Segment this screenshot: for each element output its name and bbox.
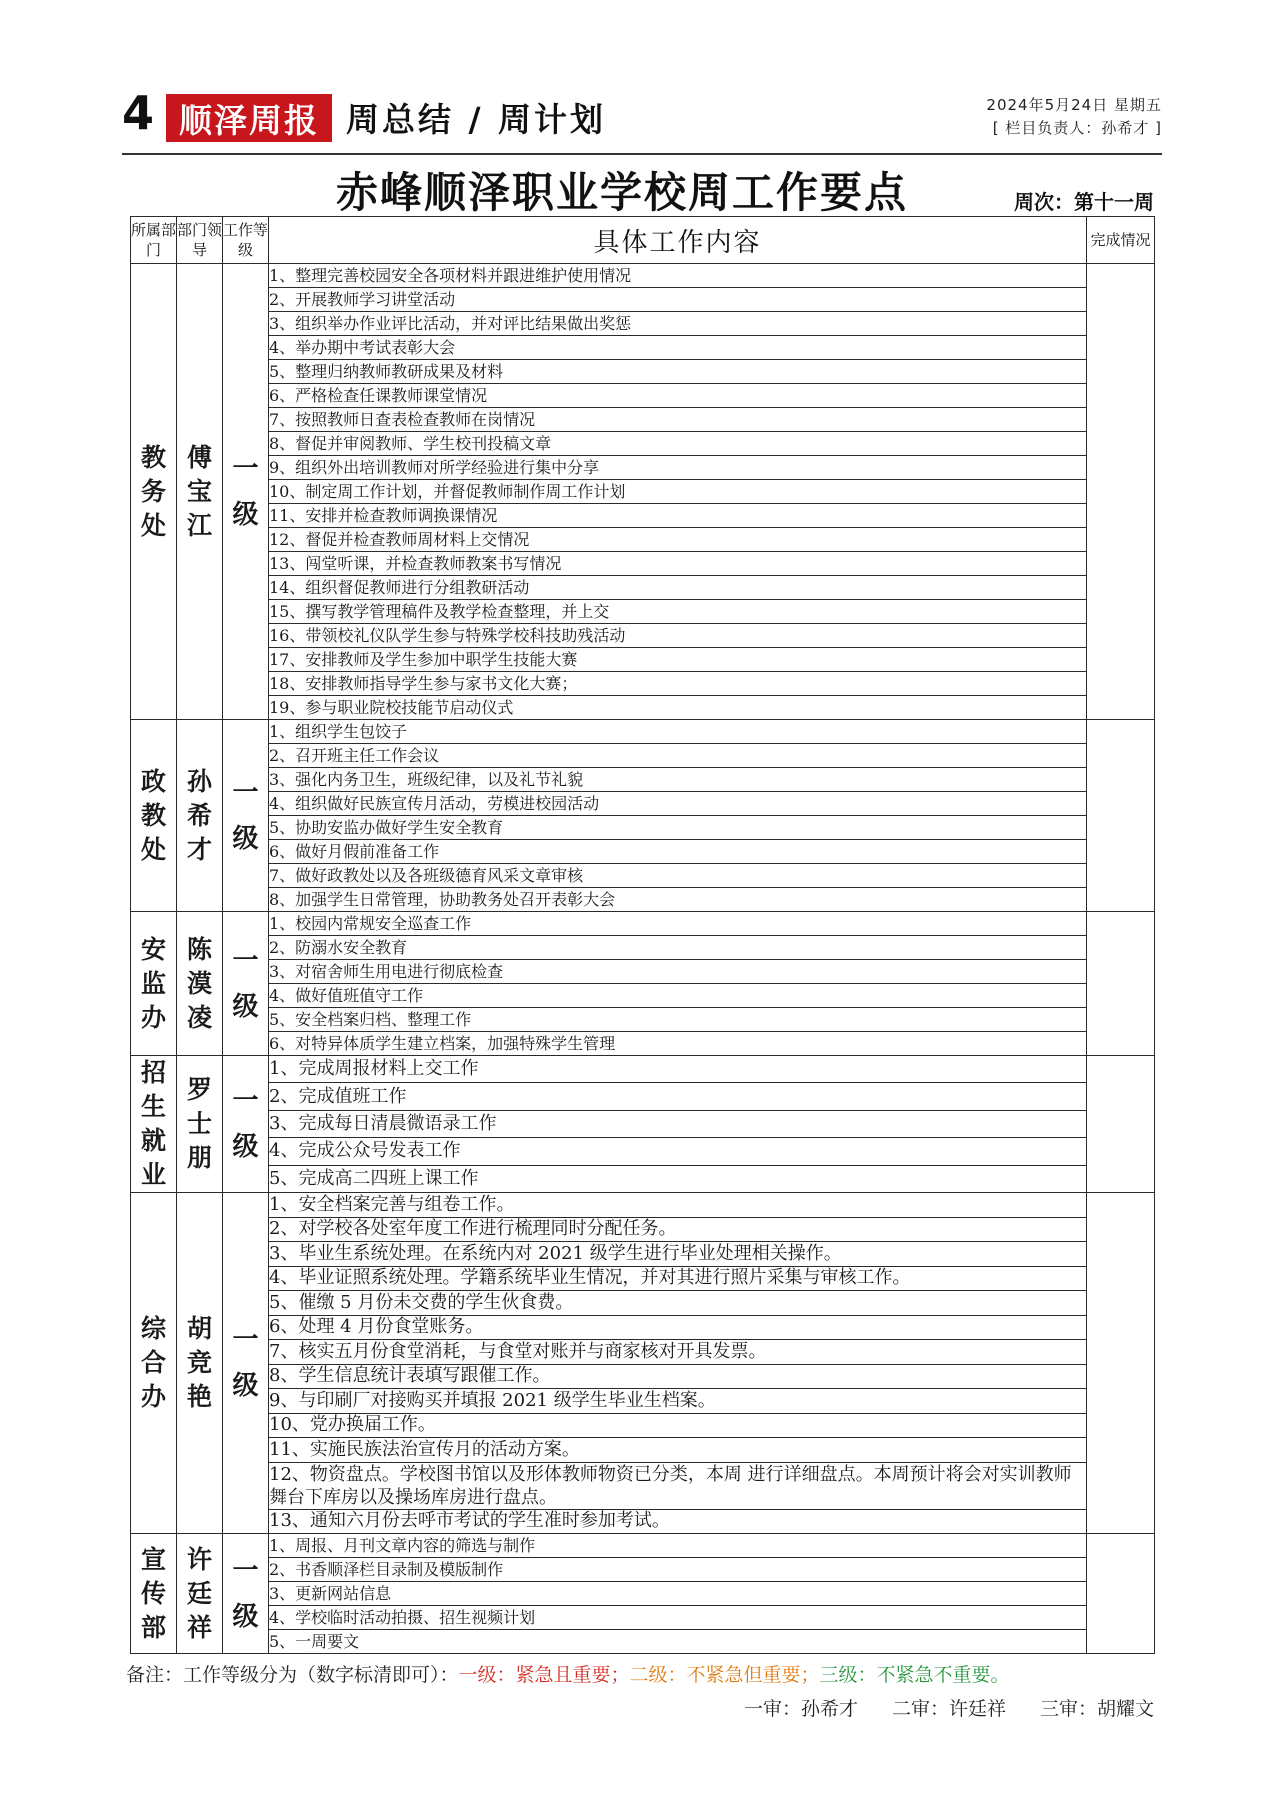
leader-cell	[177, 1193, 223, 1534]
page-title: 赤峰顺泽职业学校周工作要点	[336, 168, 909, 217]
task-item: 7、按照教师日查表检查教师在岗情况	[269, 408, 1087, 432]
level-cell	[223, 1534, 269, 1654]
task-item: 1、安全档案完善与组卷工作。	[269, 1193, 1087, 1218]
table-row	[131, 816, 1155, 840]
table-row	[131, 1462, 1155, 1509]
task-item: 6、处理 4 月份食堂账务。	[269, 1315, 1087, 1340]
task-item: 2、召开班主任工作会议	[269, 744, 1087, 768]
level2-legend: 二级：不紧急但重要；	[629, 1664, 820, 1686]
table-row	[131, 312, 1155, 336]
table-row	[131, 384, 1155, 408]
table-row	[131, 888, 1155, 912]
table-row	[131, 960, 1155, 984]
table-row	[131, 1413, 1155, 1438]
task-item: 1、完成周报材料上交工作	[269, 1056, 1087, 1083]
task-item: 4、做好值班值守工作	[269, 984, 1087, 1008]
table-row	[131, 1165, 1155, 1192]
table-row	[131, 480, 1155, 504]
table-row	[131, 1606, 1155, 1630]
table-row	[131, 1008, 1155, 1032]
task-item: 6、严格检查任课教师课堂情况	[269, 384, 1087, 408]
table-row	[131, 1217, 1155, 1242]
dept-cell	[131, 1056, 177, 1193]
column-editor: [ 栏目负责人：孙希才 ]	[992, 119, 1162, 137]
task-item: 9、组织外出培训教师对所学经验进行集中分享	[269, 456, 1087, 480]
table-row	[131, 360, 1155, 384]
task-item: 3、完成每日清晨微语录工作	[269, 1110, 1087, 1137]
task-item: 6、对特异体质学生建立档案，加强特殊学生管理	[269, 1032, 1087, 1056]
table-row	[131, 696, 1155, 720]
task-item: 5、一周要文	[269, 1630, 1087, 1654]
level-cell-text: 一级	[232, 777, 259, 854]
level-cell-text: 一级	[232, 945, 259, 1022]
review-signatures	[710, 1694, 1154, 1721]
leader-cell	[177, 1056, 223, 1193]
table-row	[131, 1630, 1155, 1654]
dept-cell-text: 招生就业	[141, 1058, 167, 1189]
table-row	[131, 1315, 1155, 1340]
masthead	[122, 88, 1162, 148]
task-item: 13、闯堂听课，并检查教师教案书写情况	[269, 552, 1087, 576]
task-item: 12、督促并检查教师周材料上交情况	[269, 528, 1087, 552]
level-cell-text: 一级	[232, 1086, 259, 1162]
level-cell	[223, 912, 269, 1056]
dept-cell	[131, 1193, 177, 1534]
table-row	[131, 336, 1155, 360]
issue-info	[986, 94, 1162, 140]
completion-cell	[1087, 1056, 1155, 1193]
table-row	[131, 1534, 1155, 1558]
table-header-row	[131, 217, 1155, 264]
header-dept: 所属部门	[131, 217, 177, 264]
task-item: 4、学校临时活动拍摄、招生视频计划	[269, 1606, 1087, 1630]
leader-cell-text: 胡竞艳	[187, 1314, 213, 1411]
task-item: 10、制定周工作计划，并督促教师制作周工作计划	[269, 480, 1087, 504]
leader-cell	[177, 720, 223, 912]
table-row	[131, 1582, 1155, 1606]
table-row	[131, 504, 1155, 528]
task-item: 4、组织做好民族宣传月活动，劳模进校园活动	[269, 792, 1087, 816]
task-item: 11、实施民族法治宣传月的活动方案。	[269, 1438, 1087, 1463]
task-item: 1、组织学生包饺子	[269, 720, 1087, 744]
table-row	[131, 984, 1155, 1008]
table-row	[131, 1193, 1155, 1218]
task-item: 4、举办期中考试表彰大会	[269, 336, 1087, 360]
task-item: 6、做好月假前准备工作	[269, 840, 1087, 864]
dept-cell-text: 政教处	[141, 766, 167, 864]
table-row	[131, 1340, 1155, 1365]
table-row	[131, 600, 1155, 624]
table-row	[131, 912, 1155, 936]
level-cell-text: 一级	[232, 1325, 259, 1401]
table-row	[131, 432, 1155, 456]
work-plan-table	[130, 216, 1155, 1654]
leader-cell-text: 孙希才	[187, 766, 213, 864]
task-item: 3、毕业生系统处理。在系统内对 2021 级学生进行毕业处理相关操作。	[269, 1242, 1087, 1267]
table-row	[131, 552, 1155, 576]
header-level: 工作等级	[223, 217, 269, 264]
section-title: 周总结 / 周计划	[346, 100, 607, 139]
table-row	[131, 1266, 1155, 1291]
completion-cell	[1087, 912, 1155, 1056]
completion-cell	[1087, 1534, 1155, 1654]
level-cell-text: 一级	[232, 1555, 259, 1632]
table-row	[131, 1364, 1155, 1389]
completion-cell	[1087, 1193, 1155, 1534]
dept-cell-text: 宣传部	[141, 1544, 167, 1642]
task-item: 5、催缴 5 月份未交费的学生伙食费。	[269, 1291, 1087, 1316]
table-row	[131, 648, 1155, 672]
dept-cell-text: 综合办	[141, 1314, 167, 1411]
level-cell	[223, 264, 269, 720]
task-item: 8、督促并审阅教师、学生校刊投稿文章	[269, 432, 1087, 456]
task-item: 2、防溺水安全教育	[269, 936, 1087, 960]
second-reviewer: 二审：许廷祥	[891, 1698, 1006, 1720]
task-item: 13、通知六月份去呼市考试的学生准时参加考试。	[269, 1509, 1087, 1534]
table-row	[131, 936, 1155, 960]
table-row	[131, 1509, 1155, 1534]
first-reviewer: 一审：孙希才	[743, 1698, 858, 1720]
leader-cell-text: 许廷祥	[187, 1544, 213, 1642]
task-item: 2、完成值班工作	[269, 1083, 1087, 1110]
task-item: 11、安排并检查教师调换课情况	[269, 504, 1087, 528]
task-item: 14、组织督促教师进行分组教研活动	[269, 576, 1087, 600]
table-row	[131, 264, 1155, 288]
leader-cell-text: 陈漠凌	[187, 934, 213, 1032]
table-row	[131, 1291, 1155, 1316]
dept-cell	[131, 720, 177, 912]
table-body	[131, 264, 1155, 1654]
table-row	[131, 288, 1155, 312]
note-prefix: 备注：工作等级分为（数字标清即可）：	[126, 1664, 459, 1686]
level-cell	[223, 720, 269, 912]
task-item: 1、整理完善校园安全各项材料并跟进维护使用情况	[269, 264, 1087, 288]
table-row	[131, 1083, 1155, 1110]
table-row	[131, 1389, 1155, 1414]
table-row	[131, 576, 1155, 600]
task-item: 12、物资盘点。学校图书馆以及形体教师物资已分类，本周 进行详细盘点。本周预计将会对实训教师舞台下库房以及操场库房进行盘点。	[269, 1462, 1087, 1509]
table-row	[131, 1438, 1155, 1463]
task-item: 5、完成高二四班上课工作	[269, 1165, 1087, 1192]
task-item: 8、学生信息统计表填写跟催工作。	[269, 1364, 1087, 1389]
table-row	[131, 408, 1155, 432]
task-item: 9、与印刷厂对接购买并填报 2021 级学生毕业生档案。	[269, 1389, 1087, 1414]
task-item: 3、对宿舍师生用电进行彻底检查	[269, 960, 1087, 984]
table-row	[131, 744, 1155, 768]
level1-legend: 一级：紧急且重要；	[458, 1664, 630, 1686]
task-item: 3、更新网站信息	[269, 1582, 1087, 1606]
task-item: 10、党办换届工作。	[269, 1413, 1087, 1438]
level-cell	[223, 1056, 269, 1193]
dept-cell	[131, 1534, 177, 1654]
task-item: 8、加强学生日常管理，协助教务处召开表彰大会	[269, 888, 1087, 912]
page-number: 4	[122, 86, 155, 140]
level-cell	[223, 1193, 269, 1534]
task-item: 4、毕业证照系统处理。学籍系统毕业生情况，并对其进行照片采集与审核工作。	[269, 1266, 1087, 1291]
task-item: 2、对学校各处室年度工作进行梳理同时分配任务。	[269, 1217, 1087, 1242]
completion-cell	[1087, 264, 1155, 720]
task-item: 1、周报、月刊文章内容的筛选与制作	[269, 1534, 1087, 1558]
table-row	[131, 840, 1155, 864]
task-item: 2、书香顺泽栏目录制及模版制作	[269, 1558, 1087, 1582]
completion-cell	[1087, 720, 1155, 912]
table-row	[131, 1138, 1155, 1165]
header-divider	[122, 153, 1162, 155]
task-item: 5、整理归纳教师教研成果及材料	[269, 360, 1087, 384]
task-item: 3、组织举办作业评比活动，并对评比结果做出奖惩	[269, 312, 1087, 336]
table-row	[131, 1032, 1155, 1056]
task-item: 15、撰写教学管理稿件及教学检查整理，并上交	[269, 600, 1087, 624]
task-item: 19、参与职业院校技能节启动仪式	[269, 696, 1087, 720]
task-item: 3、强化内务卫生，班级纪律，以及礼节礼貌	[269, 768, 1087, 792]
task-item: 1、校园内常规安全巡查工作	[269, 912, 1087, 936]
table-row	[131, 624, 1155, 648]
newspaper-logo: 顺泽周报	[166, 94, 332, 142]
task-item: 7、做好政教处以及各班级德育风采文章审核	[269, 864, 1087, 888]
level-cell-text: 一级	[232, 453, 259, 530]
week-label: 周次：第十一周	[1014, 190, 1154, 214]
header-content: 具体工作内容	[269, 217, 1087, 264]
header-done: 完成情况	[1087, 217, 1155, 264]
leader-cell-text: 傅宝江	[187, 442, 213, 540]
table-row	[131, 1056, 1155, 1083]
level3-legend: 三级：不紧急不重要。	[819, 1664, 1010, 1686]
table-row	[131, 720, 1155, 744]
header-leader: 部门领导	[177, 217, 223, 264]
task-item: 16、带领校礼仪队学生参与特殊学校科技助残活动	[269, 624, 1087, 648]
task-item: 17、安排教师及学生参加中职学生技能大赛	[269, 648, 1087, 672]
table-row	[131, 1242, 1155, 1267]
task-item: 5、协助安监办做好学生安全教育	[269, 816, 1087, 840]
leader-cell-text: 罗士朋	[187, 1075, 213, 1172]
dept-cell-text: 教务处	[141, 442, 167, 540]
table-row	[131, 672, 1155, 696]
legend-note	[126, 1660, 1010, 1687]
table-row	[131, 1558, 1155, 1582]
dept-cell-text: 安监办	[141, 934, 167, 1032]
task-item: 5、安全档案归档、整理工作	[269, 1008, 1087, 1032]
leader-cell	[177, 1534, 223, 1654]
table-row	[131, 864, 1155, 888]
third-reviewer: 三审：胡耀文	[1039, 1698, 1154, 1720]
table-row	[131, 792, 1155, 816]
task-item: 2、开展教师学习讲堂活动	[269, 288, 1087, 312]
issue-date: 2024年5月24日 星期五	[986, 96, 1162, 114]
dept-cell	[131, 912, 177, 1056]
task-item: 7、核实五月份食堂消耗，与食堂对账并与商家核对开具发票。	[269, 1340, 1087, 1365]
dept-cell	[131, 264, 177, 720]
task-item: 18、安排教师指导学生参与家书文化大赛；	[269, 672, 1087, 696]
leader-cell	[177, 264, 223, 720]
table-row	[131, 456, 1155, 480]
leader-cell	[177, 912, 223, 1056]
table-row	[131, 1110, 1155, 1137]
task-item: 4、完成公众号发表工作	[269, 1138, 1087, 1165]
table-row	[131, 768, 1155, 792]
table-row	[131, 528, 1155, 552]
